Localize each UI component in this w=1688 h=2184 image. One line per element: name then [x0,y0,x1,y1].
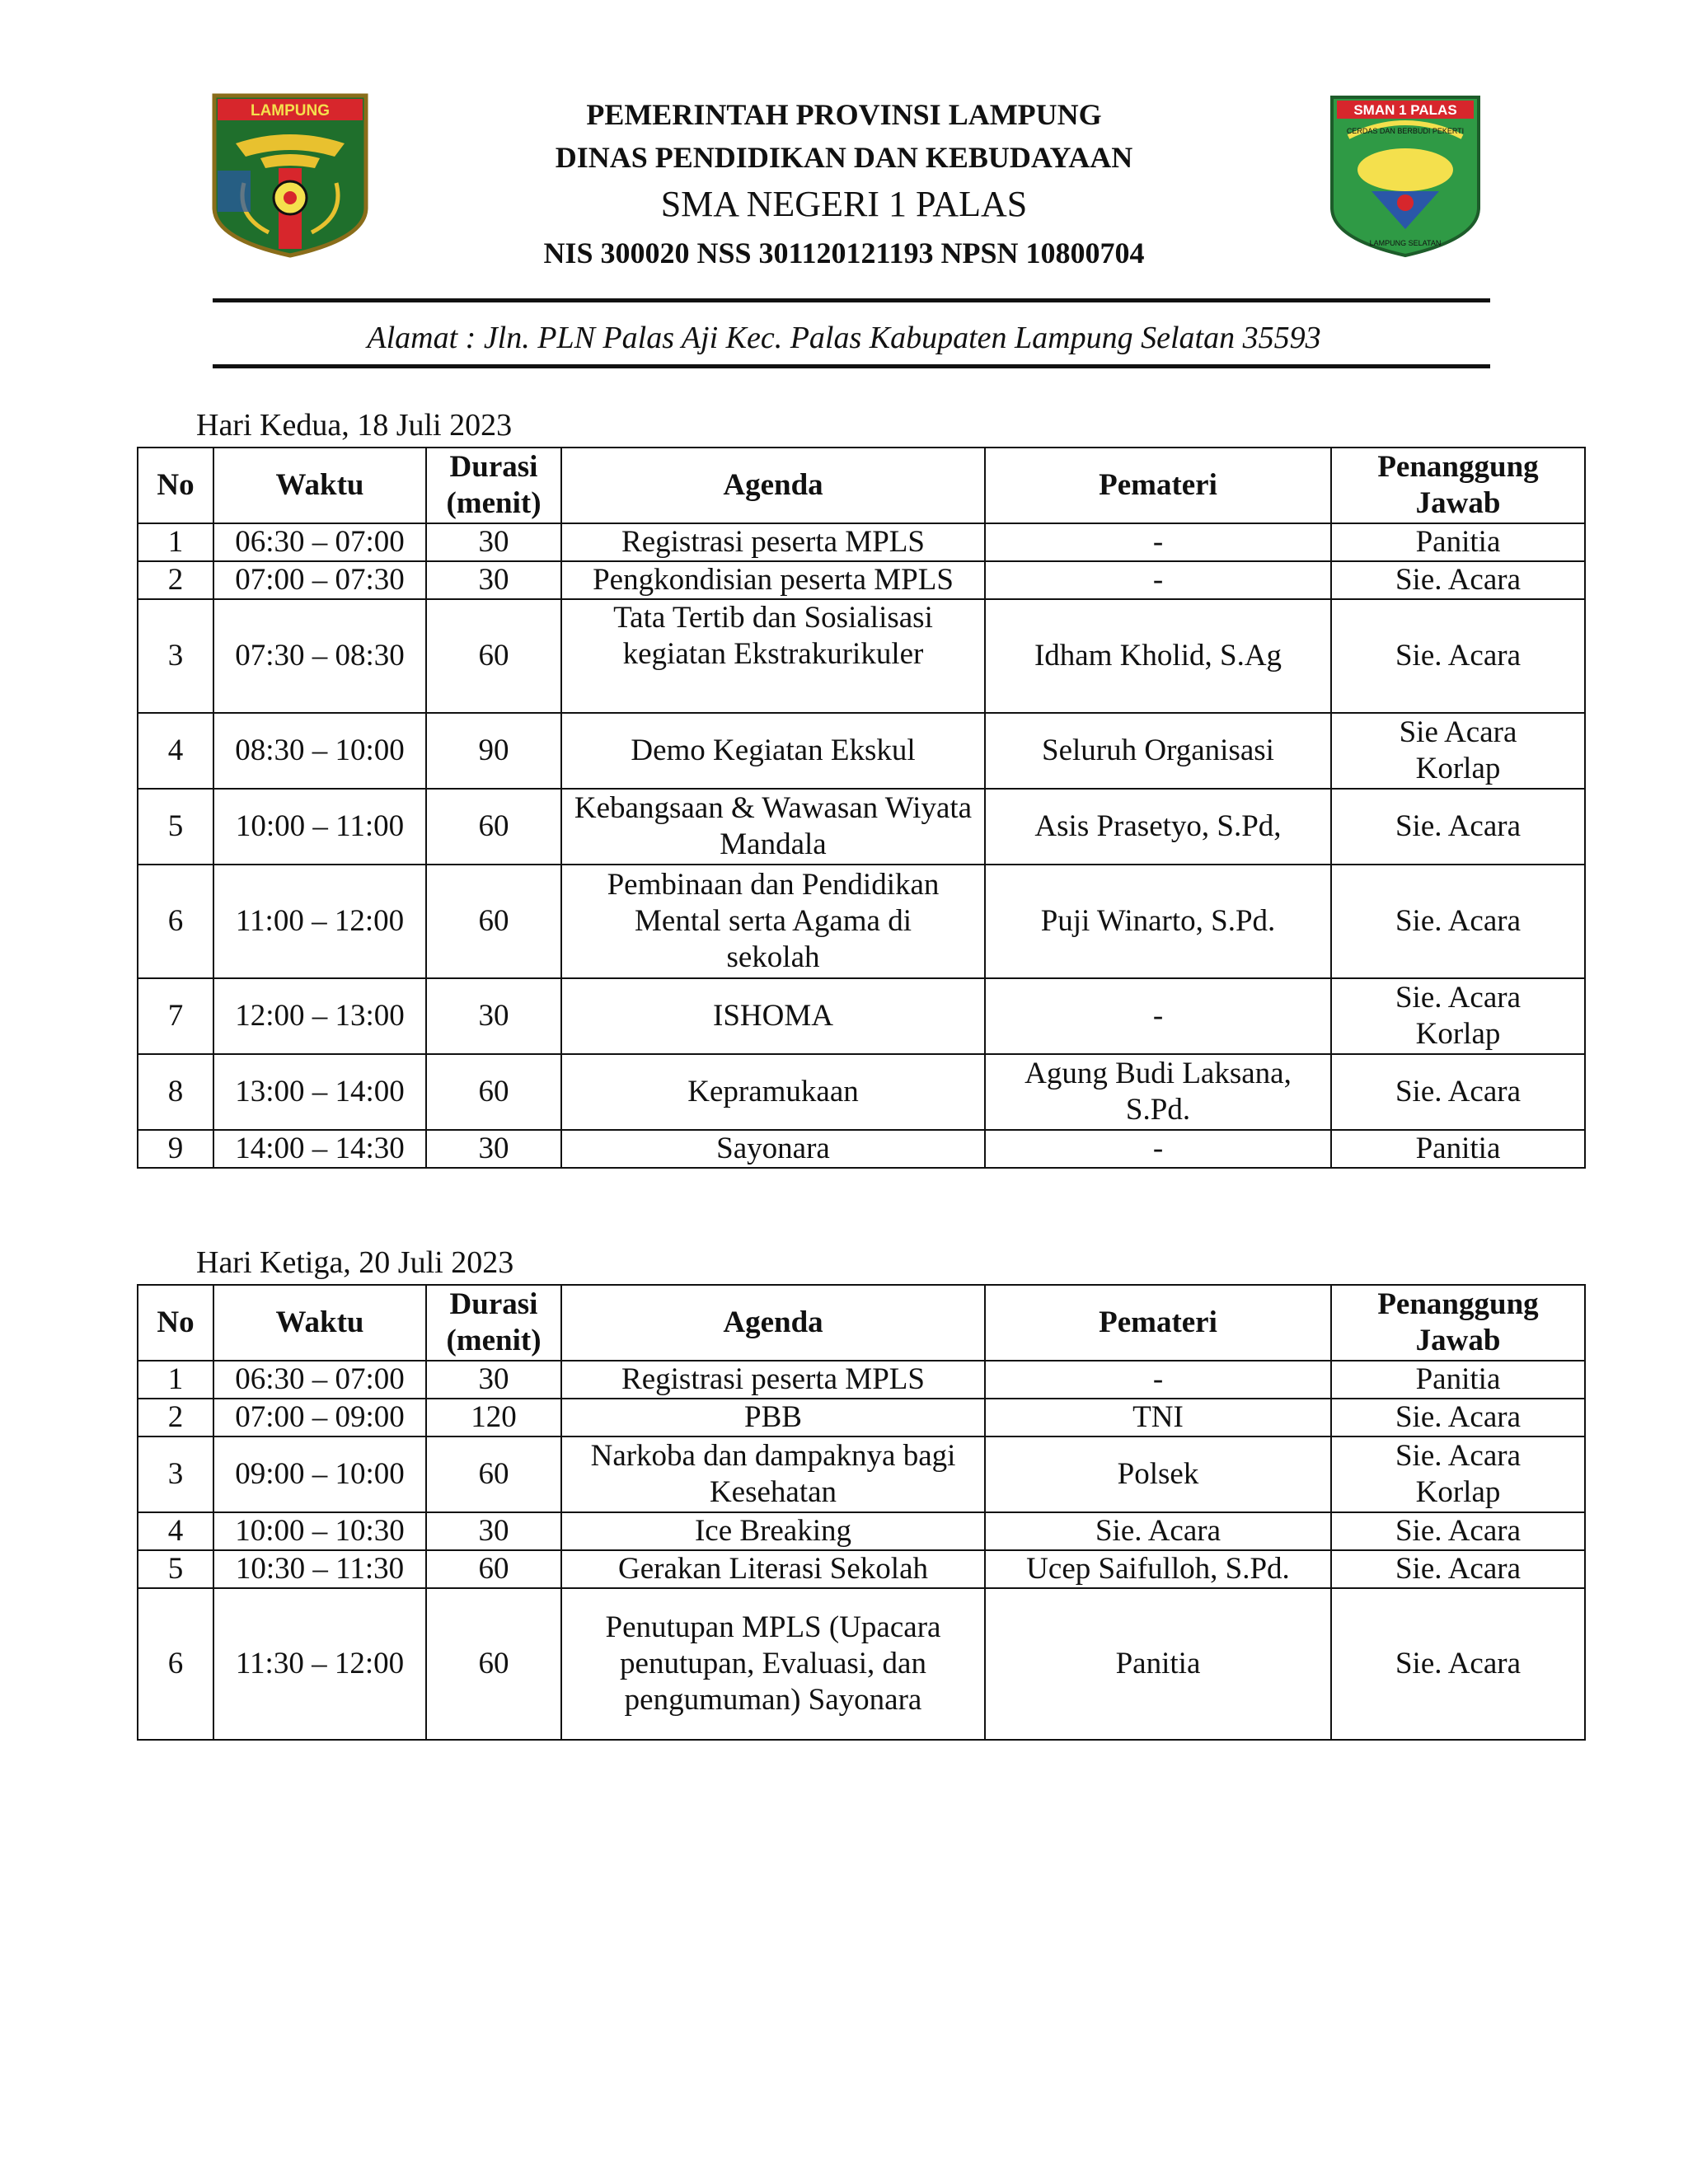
cell-pemateri: Polsek [985,1436,1331,1512]
cell-no: 3 [138,599,213,713]
cell-agenda: Tata Tertib dan Sosialisasi kegiatan Ekstrakurikuler [561,599,985,713]
day3-title: Hari Ketiga, 20 Juli 2023 [196,1245,514,1280]
cell-waktu: 11:00 – 12:00 [213,865,426,978]
cell-pj: Panitia [1331,1130,1585,1168]
cell-waktu: 10:30 – 11:30 [213,1550,426,1588]
cell-no: 6 [138,1588,213,1740]
cell-no: 7 [138,978,213,1054]
cell-pj: Sie Acara Korlap [1331,713,1585,789]
col-header-no: No [138,1285,213,1361]
cell-waktu: 07:00 – 07:30 [213,561,426,599]
table-row [138,599,1585,713]
col-header-waktu: Waktu [213,1285,426,1361]
header-rule-top [213,298,1490,302]
col-header-pemateri: Pemateri [985,1285,1331,1361]
cell-durasi: 30 [426,561,561,599]
col-header-waktu: Waktu [213,448,426,523]
day3-schedule-table [137,1284,1586,1741]
cell-durasi: 30 [426,978,561,1054]
cell-waktu: 07:30 – 08:30 [213,599,426,713]
cell-pemateri: - [985,1130,1331,1168]
cell-waktu: 07:00 – 09:00 [213,1399,426,1436]
col-header-pj: Penanggung Jawab [1331,448,1585,523]
table-header-row [138,1285,1585,1361]
header-address: Alamat : Jln. PLN Palas Aji Kec. Palas Kabupaten Lampung Selatan 35593 [367,321,1321,355]
table-row [138,1436,1585,1512]
cell-waktu: 11:30 – 12:00 [213,1588,426,1740]
cell-pemateri: Asis Prasetyo, S.Pd, [985,789,1331,865]
cell-pemateri: Agung Budi Laksana, S.Pd. [985,1054,1331,1130]
cell-pj: Panitia [1331,1361,1585,1399]
cell-pemateri: - [985,1361,1331,1399]
cell-pemateri: - [985,523,1331,561]
table-header-row [138,448,1585,523]
cell-agenda: Kebangsaan & Wawasan Wiyata Mandala [561,789,985,865]
cell-pj: Sie. Acara [1331,1399,1585,1436]
cell-durasi: 30 [426,1512,561,1550]
cell-durasi: 60 [426,1550,561,1588]
cell-pj: Sie. Acara [1331,789,1585,865]
cell-agenda: Registrasi peserta MPLS [561,523,985,561]
cell-waktu: 10:00 – 10:30 [213,1512,426,1550]
header-department: DINAS PENDIDIKAN DAN KEBUDAYAAN [555,141,1133,174]
cell-durasi: 30 [426,1130,561,1168]
cell-no: 1 [138,523,213,561]
table-row [138,1361,1585,1399]
col-header-agenda: Agenda [561,1285,985,1361]
cell-no: 2 [138,561,213,599]
table-row [138,1512,1585,1550]
cell-durasi: 120 [426,1399,561,1436]
cell-agenda: Kepramukaan [561,1054,985,1130]
cell-pj: Sie. Acara [1331,1588,1585,1740]
col-header-durasi: Durasi (menit) [426,1285,561,1361]
cell-pj: Sie. Acara Korlap [1331,1436,1585,1512]
cell-pj: Sie. Acara [1331,1512,1585,1550]
cell-no: 8 [138,1054,213,1130]
cell-pemateri: Panitia [985,1588,1331,1740]
cell-pemateri: Seluruh Organisasi [985,713,1331,789]
cell-no: 5 [138,789,213,865]
cell-waktu: 12:00 – 13:00 [213,978,426,1054]
cell-no: 4 [138,713,213,789]
table-row [138,978,1585,1054]
table-row [138,1399,1585,1436]
cell-agenda: Pembinaan dan Pendidikan Mental serta Agama di sekolah [561,865,985,978]
cell-waktu: 06:30 – 07:00 [213,523,426,561]
cell-pj: Sie. Acara [1331,865,1585,978]
cell-pemateri: Idham Kholid, S.Ag [985,599,1331,713]
cell-pemateri: Sie. Acara [985,1512,1331,1550]
table-row [138,1130,1585,1168]
table-row [138,561,1585,599]
cell-waktu: 14:00 – 14:30 [213,1130,426,1168]
cell-durasi: 60 [426,1588,561,1740]
cell-agenda: Narkoba dan dampaknya bagi Kesehatan [561,1436,985,1512]
cell-agenda: Gerakan Literasi Sekolah [561,1550,985,1588]
cell-pemateri: - [985,978,1331,1054]
header-province: PEMERINTAH PROVINSI LAMPUNG [586,98,1102,131]
cell-durasi: 30 [426,523,561,561]
day2-schedule-table [137,447,1586,1169]
cell-no: 4 [138,1512,213,1550]
cell-pj: Sie. Acara [1331,561,1585,599]
cell-durasi: 60 [426,1054,561,1130]
col-header-pj: Penanggung Jawab [1331,1285,1585,1361]
right-logo-bottom-text: LAMPUNG SELATAN [1369,239,1442,247]
cell-waktu: 13:00 – 14:00 [213,1054,426,1130]
col-header-durasi: Durasi (menit) [426,448,561,523]
cell-durasi: 30 [426,1361,561,1399]
table-row [138,1550,1585,1588]
left-logo-label: LAMPUNG [250,102,331,120]
cell-pemateri: TNI [985,1399,1331,1436]
cell-agenda: PBB [561,1399,985,1436]
table-row [138,789,1585,865]
cell-durasi: 60 [426,865,561,978]
cell-agenda: ISHOMA [561,978,985,1054]
table-row [138,713,1585,789]
cell-durasi: 90 [426,713,561,789]
cell-waktu: 08:30 – 10:00 [213,713,426,789]
table-row [138,865,1585,978]
cell-pj: Sie. Acara [1331,599,1585,713]
cell-durasi: 60 [426,599,561,713]
table-row [138,523,1585,561]
cell-pj: Sie. Acara [1331,1054,1585,1130]
cell-waktu: 09:00 – 10:00 [213,1436,426,1512]
cell-pemateri: Ucep Saifulloh, S.Pd. [985,1550,1331,1588]
cell-waktu: 10:00 – 11:00 [213,789,426,865]
table-row [138,1588,1585,1740]
table-row [138,1054,1585,1130]
col-header-no: No [138,448,213,523]
cell-durasi: 60 [426,789,561,865]
cell-pemateri: Puji Winarto, S.Pd. [985,865,1331,978]
right-logo-label: SMAN 1 PALAS [1353,102,1457,118]
cell-agenda: Pengkondisian peserta MPLS [561,561,985,599]
cell-no: 6 [138,865,213,978]
cell-pj: Sie. Acara [1331,1550,1585,1588]
col-header-pemateri: Pemateri [985,448,1331,523]
cell-pj: Sie. Acara Korlap [1331,978,1585,1054]
cell-agenda: Ice Breaking [561,1512,985,1550]
header-rule-bottom [213,364,1490,368]
cell-no: 5 [138,1550,213,1588]
header-school-name: SMA NEGERI 1 PALAS [660,184,1028,224]
cell-agenda: Demo Kegiatan Ekskul [561,713,985,789]
cell-no: 2 [138,1399,213,1436]
cell-agenda: Registrasi peserta MPLS [561,1361,985,1399]
cell-no: 1 [138,1361,213,1399]
cell-pj: Panitia [1331,523,1585,561]
cell-durasi: 60 [426,1436,561,1512]
cell-waktu: 06:30 – 07:00 [213,1361,426,1399]
col-header-agenda: Agenda [561,448,985,523]
cell-pemateri: - [985,561,1331,599]
cell-no: 9 [138,1130,213,1168]
header-school-ids: NIS 300020 NSS 301120121193 NPSN 10800704 [543,237,1145,269]
right-logo-ring-text: CERDAS DAN BERBUDI PEKERTI [1346,127,1465,135]
cell-agenda: Sayonara [561,1130,985,1168]
day2-title: Hari Kedua, 18 Juli 2023 [196,408,513,443]
cell-agenda: Penutupan MPLS (Upacara penutupan, Evaluasi, dan pengumuman) Sayonara [561,1588,985,1740]
cell-no: 3 [138,1436,213,1512]
